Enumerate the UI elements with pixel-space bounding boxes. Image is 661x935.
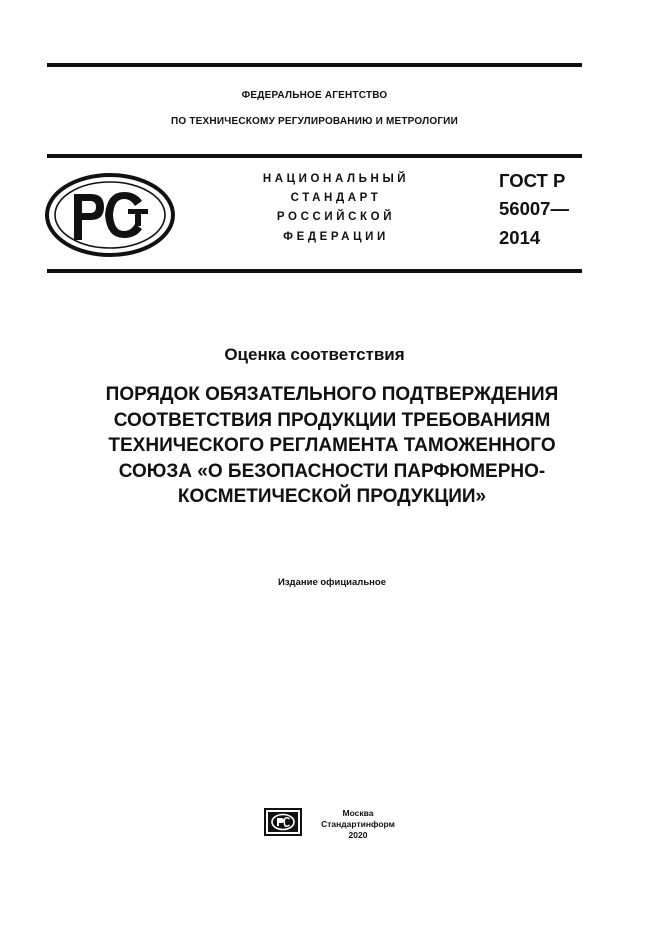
document-title-line-3: ТЕХНИЧЕСКОГО РЕГЛАМЕНТА ТАМОЖЕННОГО bbox=[108, 435, 556, 456]
standard-code-line-1: ГОСТ Р bbox=[499, 170, 566, 191]
agency-name-line-1: ФЕДЕРАЛЬНОЕ АГЕНТСТВО bbox=[241, 90, 388, 101]
document-title-line-4: СОЮЗА «О БЕЗОПАСНОСТИ ПАРФЮМЕРНО- bbox=[118, 460, 546, 482]
document-title-line-2: СООТВЕТСТВИЯ ПРОДУКЦИИ ТРЕБОВАНИЯМ bbox=[113, 409, 551, 431]
standard-label-line-3: РОССИЙСКОЙ bbox=[276, 211, 396, 223]
standard-label-line-2: СТАНДАРТ bbox=[290, 192, 382, 204]
standard-divider bbox=[47, 269, 582, 273]
header-divider bbox=[47, 154, 582, 158]
standard-label-line-1: НАЦИОНАЛЬНЫЙ bbox=[262, 173, 410, 185]
publisher-name: Стандартинформ bbox=[321, 819, 395, 829]
document-title-line-5: КОСМЕТИЧЕСКОЙ ПРОДУКЦИИ» bbox=[177, 486, 487, 507]
publisher-year: 2020 bbox=[348, 830, 368, 840]
document-title-line-1: ПОРЯДОК ОБЯЗАТЕЛЬНОГО ПОДТВЕРЖДЕНИЯ bbox=[105, 384, 559, 405]
edition-label: Издание официальное bbox=[278, 577, 386, 588]
standard-code-line-2: 56007— bbox=[499, 198, 569, 219]
document-subtitle: Оценка соответствия bbox=[224, 345, 405, 364]
standard-label-line-4: ФЕДЕРАЦИИ bbox=[283, 231, 389, 243]
rst-emblem-icon bbox=[44, 172, 176, 258]
agency-name-line-2: ПО ТЕХНИЧЕСКОМУ РЕГУЛИРОВАНИЮ И МЕТРОЛОГИИ bbox=[171, 116, 458, 127]
top-divider bbox=[47, 63, 582, 67]
standard-code-line-3: 2014 bbox=[499, 227, 541, 248]
publisher-city: Москва bbox=[342, 808, 374, 818]
standartinform-logo-icon bbox=[264, 808, 302, 836]
document-title bbox=[47, 382, 617, 510]
